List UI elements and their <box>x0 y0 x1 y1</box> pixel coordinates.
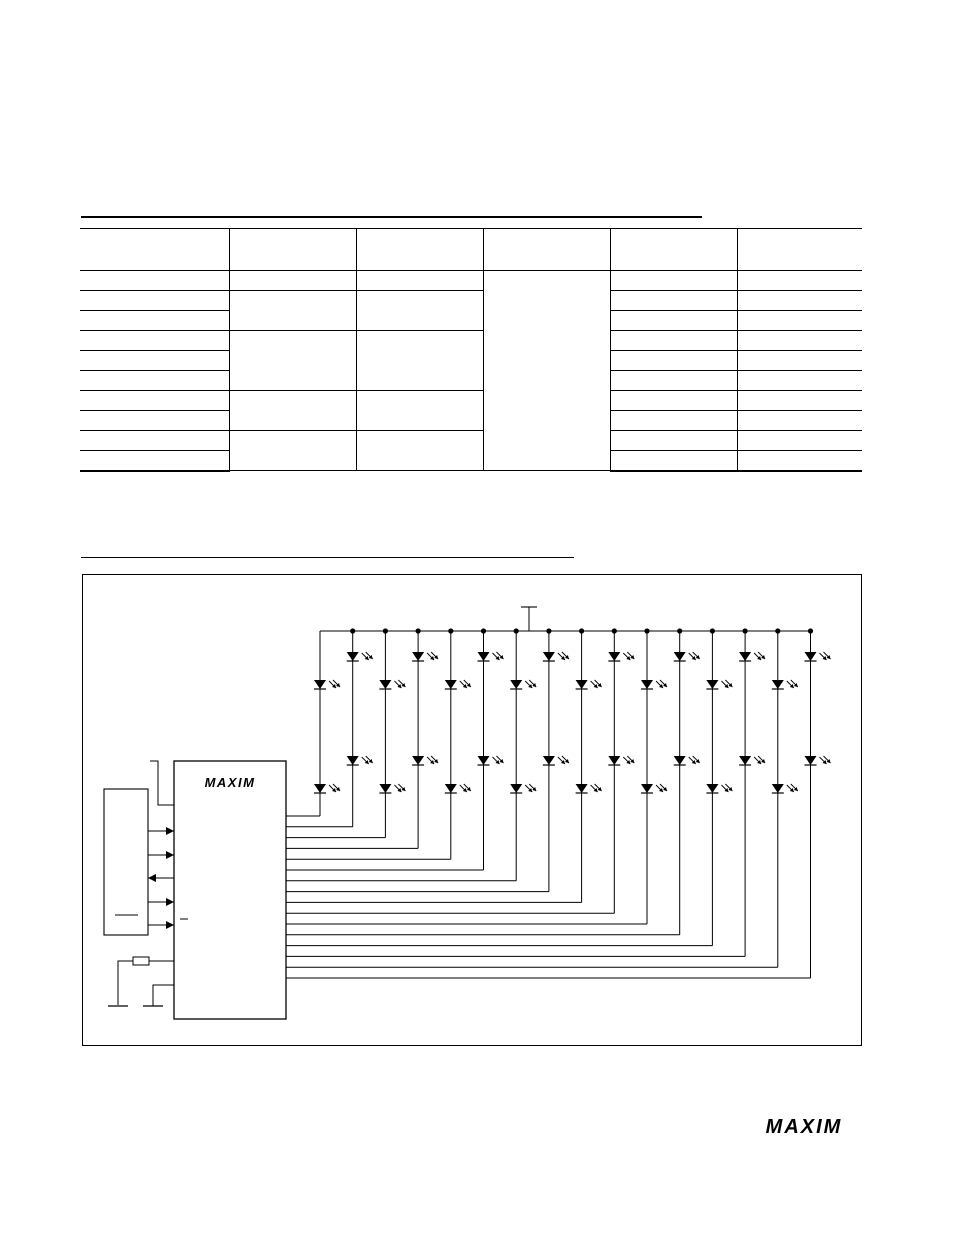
table-cell <box>80 451 229 471</box>
table-cell <box>737 351 862 371</box>
led-diode <box>412 756 438 765</box>
table-cell <box>356 331 483 391</box>
led-diode <box>379 680 405 689</box>
led-diode <box>445 784 471 793</box>
table-cell <box>737 271 862 291</box>
table-cell <box>80 331 229 351</box>
signal-arrow <box>166 851 174 859</box>
table-cell <box>737 371 862 391</box>
table-cell <box>356 391 483 431</box>
led-diode <box>706 680 732 689</box>
led-diode <box>478 756 504 765</box>
table-header <box>229 229 356 271</box>
led-diode <box>576 784 602 793</box>
table-cell <box>80 291 229 311</box>
maxim-logo-text: MAXIM <box>765 1116 843 1137</box>
table-cell <box>610 311 737 331</box>
led-diode <box>314 680 340 689</box>
table-header <box>356 229 483 271</box>
table-row <box>80 391 862 411</box>
table-cell <box>483 271 610 471</box>
table-cell <box>737 331 862 351</box>
led-diode <box>510 680 536 689</box>
table-cell <box>610 391 737 411</box>
section-rule-top <box>81 216 702 218</box>
led-diode <box>674 652 700 661</box>
supply-bus <box>320 607 813 634</box>
led-diode <box>641 784 667 793</box>
table-header <box>610 229 737 271</box>
table-header <box>80 229 229 271</box>
table-header <box>483 229 610 271</box>
table-cell <box>229 291 356 331</box>
table-cell <box>80 431 229 451</box>
table-cell <box>356 291 483 331</box>
controller-ic <box>174 761 286 1019</box>
table-cell <box>610 291 737 311</box>
led-diode <box>347 756 373 765</box>
table-cell <box>356 271 483 291</box>
table-cell <box>737 291 862 311</box>
table-header-row <box>80 229 862 271</box>
led-diode <box>805 756 831 765</box>
maxim-logo <box>748 1115 860 1137</box>
table-cell <box>737 311 862 331</box>
led-diode <box>739 652 765 661</box>
table-row <box>80 271 862 291</box>
table-cell <box>80 271 229 291</box>
table-cell <box>737 431 862 451</box>
ic-supply-line <box>150 761 174 805</box>
led-diode <box>805 652 831 661</box>
ground-wire-2 <box>153 985 174 1006</box>
host-controller-box <box>104 789 148 935</box>
led-array <box>314 631 831 978</box>
spec-table <box>80 228 862 472</box>
led-diode <box>772 680 798 689</box>
ic-logo <box>205 775 256 790</box>
led-diode <box>641 680 667 689</box>
table-cell <box>356 431 483 471</box>
signal-arrow <box>166 921 174 929</box>
table-row <box>80 431 862 451</box>
led-diode <box>543 756 569 765</box>
circuit-diagram <box>82 574 862 1046</box>
table-cell <box>737 391 862 411</box>
host-signal-lines <box>148 827 174 929</box>
led-diode <box>445 680 471 689</box>
table-cell <box>610 271 737 291</box>
led-diode <box>772 784 798 793</box>
table-cell <box>229 391 356 431</box>
signal-arrow <box>166 898 174 906</box>
table-cell <box>610 451 737 471</box>
led-diode <box>314 784 340 793</box>
table-cell <box>80 391 229 411</box>
table-cell <box>610 411 737 431</box>
led-diode <box>412 652 438 661</box>
table-cell <box>229 271 356 291</box>
led-diode <box>510 784 536 793</box>
table-cell <box>80 311 229 331</box>
led-diode <box>576 680 602 689</box>
table-cell <box>229 431 356 471</box>
led-diode <box>674 756 700 765</box>
table-cell <box>80 371 229 391</box>
table-row <box>80 291 862 311</box>
table-cell <box>737 411 862 431</box>
led-diode <box>347 652 373 661</box>
output-lines <box>286 816 811 978</box>
table-row <box>80 331 862 351</box>
table-cell <box>610 371 737 391</box>
led-diode <box>608 652 634 661</box>
ic-logo-text: MAXIM <box>204 775 256 790</box>
table-cell <box>610 431 737 451</box>
signal-arrow <box>166 827 174 835</box>
table-cell <box>229 331 356 391</box>
led-diode <box>608 756 634 765</box>
section-rule-circuit <box>81 557 574 558</box>
led-diode <box>543 652 569 661</box>
set-resistor <box>133 957 149 965</box>
circuit-schematic <box>83 575 863 1047</box>
signal-arrow <box>148 874 156 882</box>
table-cell <box>80 411 229 431</box>
table-cell <box>610 331 737 351</box>
table-header <box>737 229 862 271</box>
led-diode <box>739 756 765 765</box>
table-cell <box>737 451 862 471</box>
ground-wire <box>118 961 133 1005</box>
led-diode <box>379 784 405 793</box>
led-diode <box>478 652 504 661</box>
table-cell <box>80 351 229 371</box>
table-cell <box>610 351 737 371</box>
led-diode <box>706 784 732 793</box>
